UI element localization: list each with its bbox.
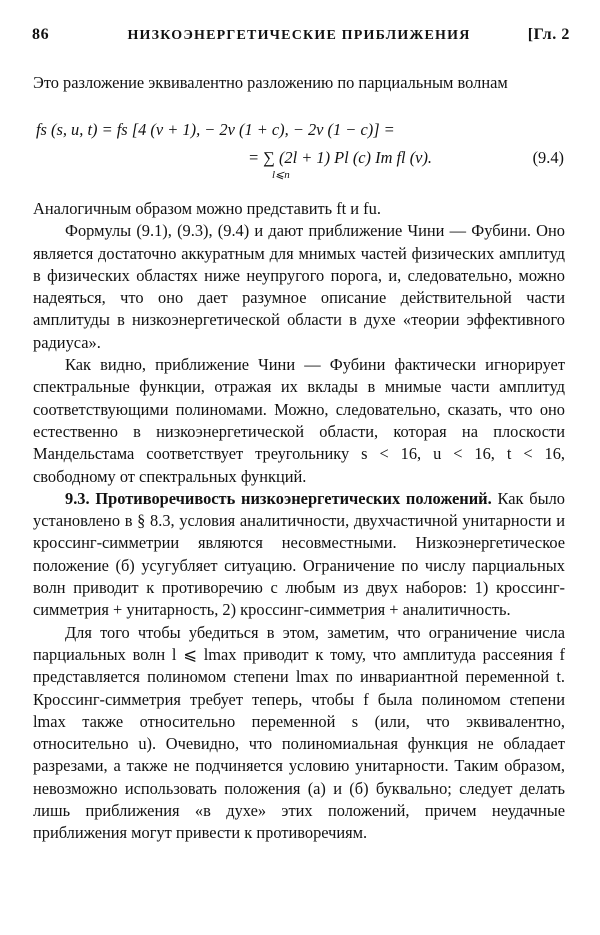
section-text: Как было установлено в § 8.3, условия аналитичности, двухчастичной унитарности и кроссинг-симметрии являются несовместными. Низкоэнергетическое положение (б) усугубляет ситуацию. Ограничение по числу парциальных волн приводит к противоречию с любым из двух наборов: 1) кроссинг-симметрия + унитарность, 2) кроссинг-симметрия + аналитичность.	[33, 488, 565, 620]
equation-number: (9.4)	[532, 148, 564, 167]
running-header	[28, 26, 570, 54]
running-title: НИЗКОЭНЕРГЕТИЧЕСКИЕ ПРИБЛИЖЕНИЯ	[127, 28, 471, 43]
paragraph-section	[33, 488, 565, 622]
paragraph-analog: Аналогичным образом можно представить ft и fu.	[33, 199, 381, 218]
equation-line-2: = ∑ (2l + 1) Pl (c) Im fl (ν).	[248, 148, 432, 167]
intro-paragraph: Это разложение эквивалентно разложению по парциальным волнам	[33, 73, 508, 92]
sum-limit: l⩽n	[272, 169, 290, 181]
paragraph-formulas: Формулы (9.1), (9.3), (9.4) и дают приближение Чини — Фубини. Оно является достаточно аккуратным для мнимых частей физических амплитуд в физических областях ниже неупругого порога, и, следовательно, можно надеяться, что оно дает разумное описание действительной части амплитуды в низкоэнергетической области в духе «теории эффективного радиуса».	[33, 221, 565, 352]
paragraph-last: Для того чтобы убедиться в этом, заметим, что ограничение числа парциальных волн l ⩽ lmax приводит к тому, что амплитуда рассеяния f представляется полиномом степени lmax по инвариантной переменной t. Кроссинг-симметрия требует теперь, чтобы f была полиномом степени lmax также относительно переменной s (или, что эквивалентно, относительно u). Очевидно, что полиномиальная функция не обладает разрезами, а также не подчиняется условию унитарности. Таким образом, невозможно использовать положения (а) и (б) буквально; следует делать лишь приближения «в духе» этих положений, причем неудачные приближения могут привести к противоречиям.	[33, 622, 565, 843]
body-text	[33, 198, 565, 845]
intro-block	[33, 72, 565, 94]
section-heading: 9.3. Противоречивость низкоэнергетических положений.	[65, 488, 492, 508]
paragraph-seen: Как видно, приближение Чини — Фубини фактически игнорирует спектральные функции, отражая их вклады в мнимые части амплитуд соответствующими полиномами. Можно, следовательно, сказать, что оно естественно в низкоэнергетической области, которая на плоскости Мандельстама соответствует треугольнику s < 16, u < 16, t < 16, свободному от спектральных функций.	[33, 355, 565, 486]
chapter-marker: [Гл. 2	[527, 26, 570, 43]
page-number: 86	[32, 26, 50, 43]
equation-9-4	[0, 120, 600, 182]
equation-line-1: fs (s, u, t) = fs [4 (ν + 1), − 2ν (1 + c), − 2ν (1 − c)] =	[36, 120, 395, 139]
